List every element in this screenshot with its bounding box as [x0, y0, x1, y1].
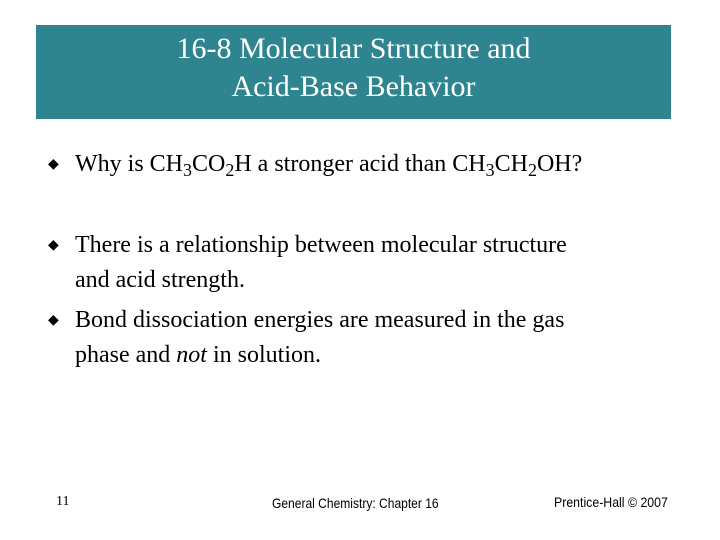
bullet-3-line-2 — [75, 338, 675, 373]
bullet-3-line-1: Bond dissociation energies are measured in the gas — [75, 307, 565, 333]
subscript: 2 — [225, 160, 235, 180]
title-line-1: 16-8 Molecular Structure and — [176, 32, 531, 65]
footer-chapter: General Chemistry: Chapter 16 — [272, 495, 439, 511]
text-run: CO — [192, 151, 226, 177]
diamond-bullet-icon: ◆ — [48, 313, 59, 328]
subscript: 2 — [527, 160, 537, 180]
bullet-2-line-2: and acid strength. — [75, 267, 245, 293]
bullet-3-text — [75, 303, 675, 373]
text-run: OH? — [536, 151, 583, 177]
text-run: H a stronger acid than CH — [234, 151, 486, 177]
subscript: 3 — [183, 160, 192, 180]
text-run: Why is CH — [75, 151, 183, 177]
text-run: phase and — [75, 342, 177, 368]
emphasis-text: not — [176, 342, 207, 368]
title-line-2: Acid-Base Behavior — [231, 70, 476, 103]
footer-copyright: Prentice-Hall © 2007 — [554, 494, 668, 510]
page-number: 11 — [56, 494, 70, 509]
diamond-bullet-icon: ◆ — [48, 238, 59, 253]
slide-title — [36, 30, 671, 106]
subscript: 3 — [485, 160, 495, 180]
bullet-2-text — [75, 228, 675, 298]
bullet-2-line-1: There is a relationship between molecular structure — [75, 232, 567, 258]
bullet-1-text — [75, 147, 675, 182]
diamond-bullet-icon: ◆ — [48, 157, 59, 172]
text-run: CH — [494, 151, 528, 177]
text-run: in solution. — [206, 342, 321, 368]
